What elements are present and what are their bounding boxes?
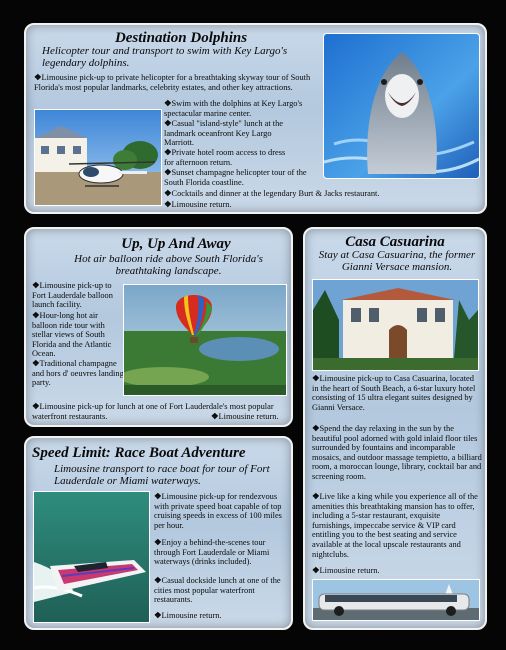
balloon-item-1: ❖Limousine pick-up to Fort Lauderdale balloon launch facility. (32, 281, 113, 310)
casa-para-4: ❖Limousine return. (312, 566, 380, 575)
limousine-image (313, 580, 479, 620)
balloon-photo (123, 284, 287, 396)
balloon-image (124, 285, 286, 395)
balloon-card (24, 227, 293, 427)
balloon-item-2: ❖Hour-long hot air balloon ride tour with stellar views of South Florida and the Atlantic Ocean. (32, 311, 112, 359)
balloon-title: Up, Up And Away (121, 236, 231, 252)
boat-para-2: ❖Enjoy a behind-the-scenes tour through Fort Lauderdale or Miami waterways (drinks included). (154, 538, 270, 567)
dolphins-intro: ❖Limousine pick-up to private helicopter for a breathtaking skyway tour of South Florida's most popular landmarks, celebrity estates, and other key attractions. (34, 73, 311, 92)
race-boat-image (34, 492, 149, 622)
casa-title: Casa Casuarina (345, 234, 445, 250)
limousine-photo (312, 579, 480, 621)
race-boat-photo (33, 491, 150, 623)
mansion-image (313, 280, 478, 370)
dolphin-image (324, 34, 479, 178)
dolphins-item-6: ❖Limousine return. (164, 200, 232, 209)
dolphins-item-4: ❖Sunset champagne helicopter tour of the South Florida coastline. (164, 168, 307, 187)
balloon-subtitle: Hot air balloon ride above South Florida's breathtaking landscape. (74, 253, 263, 277)
helicopter-photo (34, 109, 162, 206)
boat-para-3: ❖Casual dockside lunch at one of the cities most popular waterfront restaurants. (154, 576, 281, 605)
casa-card (303, 227, 487, 630)
boat-para-4: ❖Limousine return. (154, 611, 222, 620)
boat-card (24, 436, 293, 630)
dolphins-item-2: ❖Casual "island-style" lunch at the landmark oceanfront Key Largo Marriott. (164, 119, 284, 148)
boat-subtitle: Limousine transport to race boat for tour of Fort Lauderdale or Miami waterways. (54, 463, 270, 487)
dolphins-subtitle: Helicopter tour and transport to swim with Key Largo's legendary dolphins. (42, 45, 288, 69)
casa-para-2: ❖Spend the day relaxing in the sun by the beautiful pool adorned with gold inlaid floor tiles surrounded by fountains and incomparable mosaics, and outdoor massage tempietto, a billiard room, a moroccan lounge, library, cocktail bar and screening room. (312, 424, 482, 481)
dolphins-item-1: ❖Swim with the dolphins at Key Largo's spectacular marine center. (164, 99, 303, 118)
balloon-item-3: ❖Traditional champagne and hors d' oeuvres landing party. (32, 359, 124, 388)
dolphins-item-5: ❖Cocktails and dinner at the legendary Burt & Jacks restaurant. (164, 189, 380, 198)
balloon-lunch: ❖Limousine pick-up for lunch at one of Fort Lauderdale's most popular waterfront restaurants. (32, 402, 274, 421)
balloon-return: ❖Limousine return. (211, 412, 279, 421)
dolphin-photo (323, 33, 480, 179)
boat-para-1: ❖Limousine pick-up for rendezvous with private speed boat capable of top cruising speeds in excess of 100 miles per hour. (154, 492, 282, 530)
casa-subtitle: Stay at Casa Casuarina, the former Gianni Versace mansion. (318, 249, 476, 273)
casa-para-3: ❖Live like a king while you experience all of the amenities this breathtaking mansion has to offer, including a 5-star restaurant, exquisite furnishings, impeccabe service & VIP card entitling you to the best seating and service available at the local upscale restaurants and nightclubs. (312, 492, 478, 559)
mansion-photo (312, 279, 479, 371)
boat-title: Speed Limit: Race Boat Adventure (32, 445, 246, 461)
dolphins-card (24, 23, 487, 214)
helicopter-image (35, 110, 161, 205)
dolphins-title: Destination Dolphins (114, 30, 248, 46)
dolphins-item-3: ❖Private hotel room access to dress for afternoon return. (164, 148, 286, 167)
casa-para-1: ❖Limousine pick-up to Casa Casuarina, located in the heart of South Beach, a 6-star luxury hotel consisting of 15 ultra elegant suites designed by Gianni Versace. (312, 374, 476, 412)
